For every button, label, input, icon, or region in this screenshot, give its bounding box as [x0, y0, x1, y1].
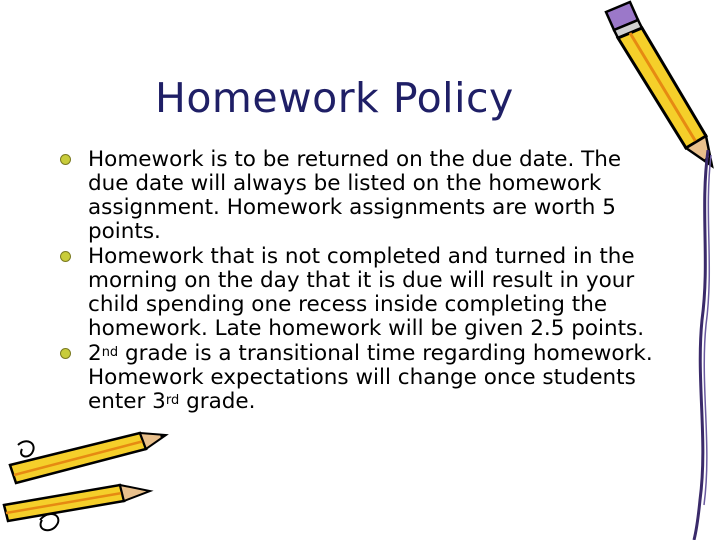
superscript: nd: [101, 345, 119, 360]
bullet-text: Homework that is not completed and turned in the morning on the day that it is due will result in your child spending one recess inside completing the homework. Late homework will be given 2.5 points.: [88, 244, 645, 341]
bullet-text-part: grade is a transitional time regarding homework. Homework expectations will change once students enter 3: [88, 341, 653, 414]
list-item: [58, 245, 668, 341]
list-item: [58, 342, 668, 414]
bullet-text: Homework is to be returned on the due date. The due date will always be listed on the homework assignment. Homework assignments are worth 5 points.: [88, 147, 622, 244]
bullet-list: [58, 148, 668, 415]
bullet-text-part: 2: [88, 341, 102, 366]
bullet-icon: [60, 251, 71, 262]
pencil-bottom-left-icon: [0, 425, 170, 540]
bullet-text-part: grade.: [179, 389, 256, 414]
page-title: Homework Policy: [155, 74, 514, 122]
bullet-icon: [60, 348, 71, 359]
list-item: [58, 148, 668, 244]
bullet-icon: [60, 154, 71, 165]
superscript: rd: [165, 393, 180, 408]
pencil-top-right-icon: [598, 0, 720, 170]
right-decorative-line: [680, 150, 720, 540]
